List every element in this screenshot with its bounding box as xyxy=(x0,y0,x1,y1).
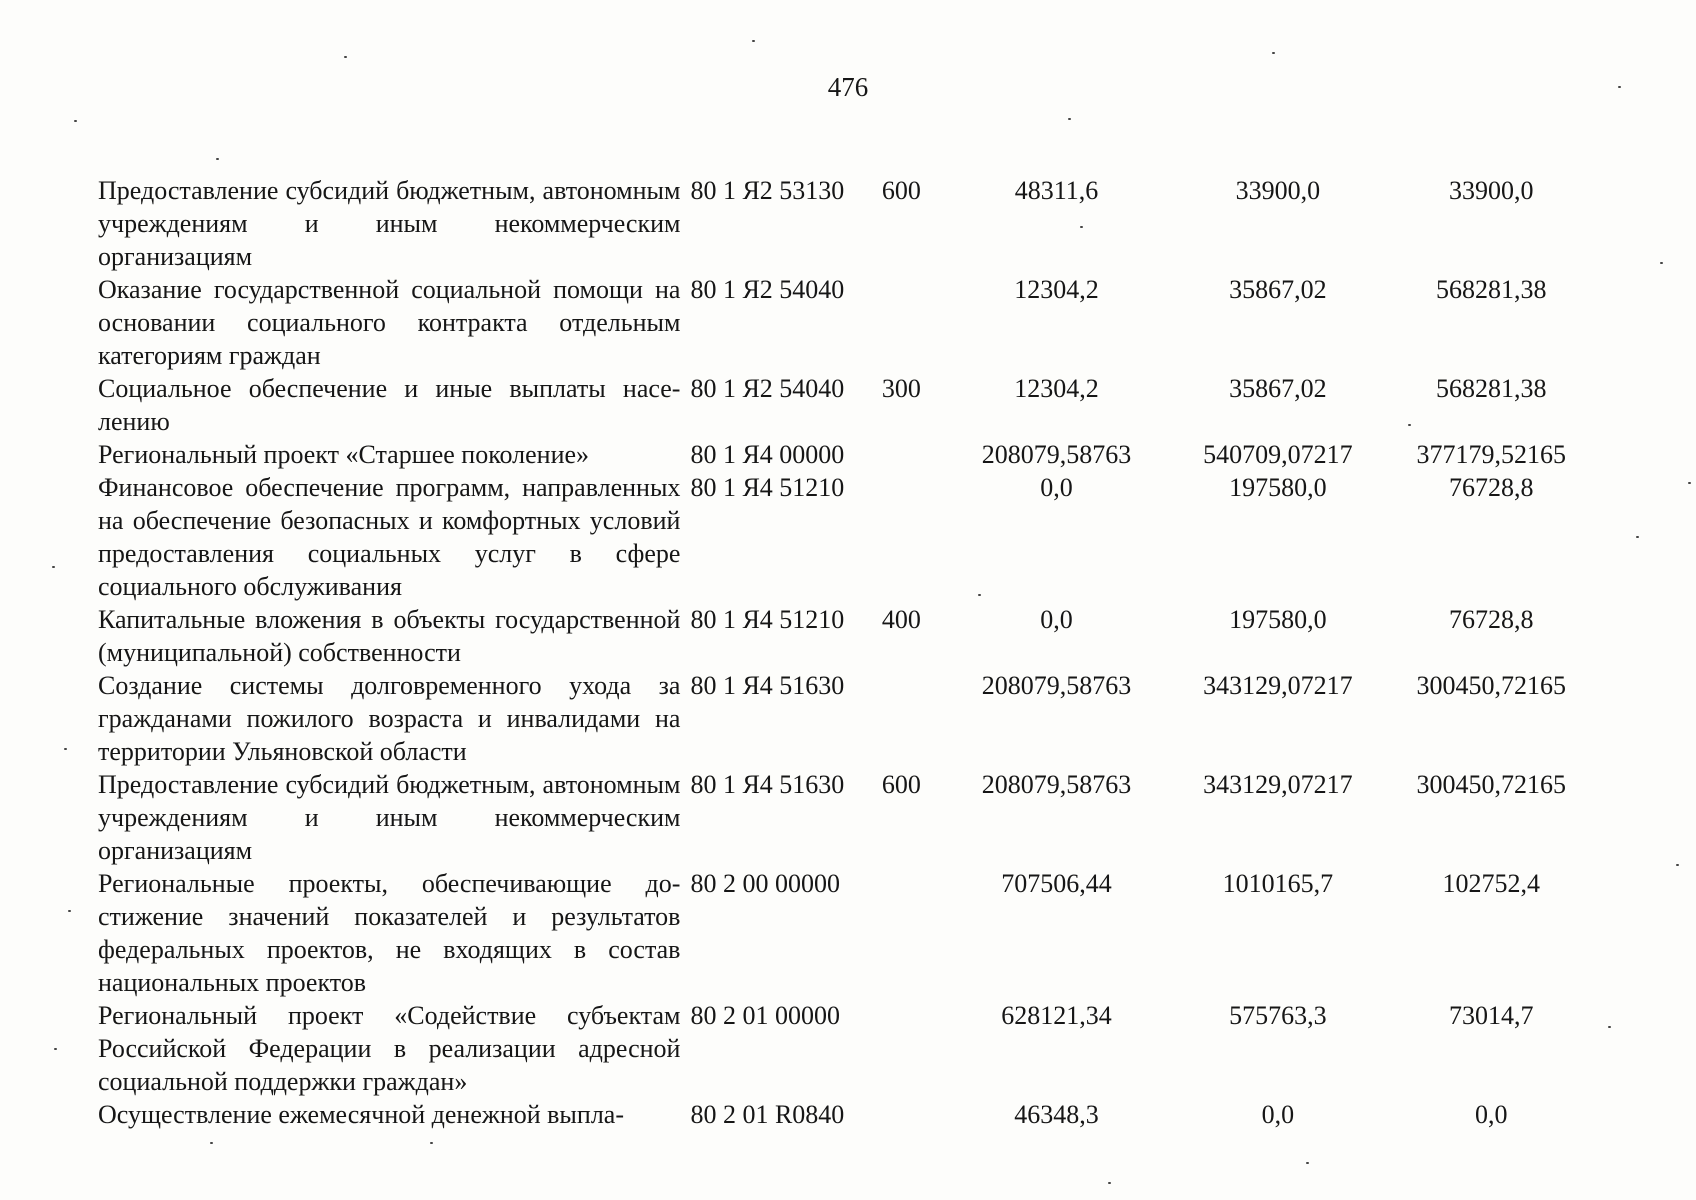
row-value-3: 0,0 xyxy=(1475,1100,1508,1129)
row-value-3: 33900,0 xyxy=(1449,176,1534,205)
row-code: 80 1 Я4 00000 xyxy=(690,440,845,469)
row-value-2: 343129,07217 xyxy=(1203,770,1353,799)
row-value-1: 46348,3 xyxy=(1014,1100,1099,1129)
table-row xyxy=(98,603,1598,669)
scan-speck xyxy=(1408,424,1411,426)
row-name: Осуществление ежемесячной денежной выпла- xyxy=(98,1100,624,1129)
table-row xyxy=(98,999,1598,1098)
row-value-1: 48311,6 xyxy=(1014,176,1099,205)
table-row xyxy=(98,669,1598,768)
row-type: 400 xyxy=(881,605,921,634)
row-code: 80 2 00 00000 xyxy=(690,869,840,898)
table-row xyxy=(98,438,1598,471)
row-value-3: 76728,8 xyxy=(1449,605,1534,634)
row-value-1: 208079,58763 xyxy=(981,770,1132,799)
scan-speck xyxy=(216,158,219,160)
row-value-2: 35867,02 xyxy=(1229,275,1327,304)
row-value-2: 540709,07217 xyxy=(1203,440,1353,469)
row-code: 80 1 Я4 51210 xyxy=(690,473,845,502)
row-code: 80 1 Я2 54040 xyxy=(690,275,845,304)
row-value-2: 0,0 xyxy=(1261,1100,1295,1129)
row-name: Капитальные вложения в объекты государственной (муниципальной) собственности xyxy=(98,605,681,667)
budget-table xyxy=(98,174,1598,1131)
scan-speck xyxy=(1676,864,1679,866)
row-name: Социальное обеспечение и иные выплаты населению xyxy=(98,374,681,436)
row-value-1: 0,0 xyxy=(1040,605,1073,634)
row-name: Оказание государственной социальной помощи на основании социального контракта отдельным категориям граждан xyxy=(98,275,681,370)
row-value-1: 0,0 xyxy=(1040,473,1073,502)
scan-speck xyxy=(1636,536,1639,538)
row-type: 600 xyxy=(881,176,921,205)
row-type: 300 xyxy=(881,374,921,403)
row-value-3: 377179,52165 xyxy=(1416,440,1567,469)
row-value-3: 76728,8 xyxy=(1449,473,1534,502)
row-value-2: 197580,0 xyxy=(1229,605,1327,634)
row-code: 80 2 01 00000 xyxy=(690,1001,840,1030)
scan-speck xyxy=(74,120,77,122)
scan-speck xyxy=(430,1142,433,1144)
row-value-1: 628121,34 xyxy=(1001,1001,1112,1030)
scan-speck xyxy=(1618,86,1621,88)
scan-speck xyxy=(1068,118,1071,120)
row-code: 80 2 01 R0840 xyxy=(690,1100,845,1129)
row-value-1: 707506,44 xyxy=(1001,869,1112,898)
row-name: Региональные проекты, обеспечивающие достижение значений показателей и результатов федеральных проектов, не входящих в состав национальных проектов xyxy=(98,869,681,997)
scan-speck xyxy=(54,1048,57,1050)
row-value-3: 73014,7 xyxy=(1449,1001,1534,1030)
row-name: Предоставление субсидий бюджетным, автономным учреждениям и иным некоммерческим организациям xyxy=(98,770,681,865)
scan-speck xyxy=(1660,262,1663,264)
table-row xyxy=(98,471,1598,603)
row-value-3: 300450,72165 xyxy=(1416,671,1567,700)
table-row xyxy=(98,372,1598,438)
scan-speck xyxy=(1108,1182,1111,1184)
row-code: 80 1 Я4 51630 xyxy=(690,770,845,799)
row-value-3: 102752,4 xyxy=(1442,869,1541,898)
scan-speck xyxy=(978,594,981,596)
row-value-2: 343129,07217 xyxy=(1203,671,1353,700)
table-row xyxy=(98,867,1598,999)
row-value-2: 197580,0 xyxy=(1229,473,1327,502)
row-value-2: 33900,0 xyxy=(1235,176,1321,205)
row-code: 80 1 Я2 54040 xyxy=(690,374,845,403)
row-value-1: 208079,58763 xyxy=(981,671,1132,700)
row-code: 80 1 Я2 53130 xyxy=(690,176,845,205)
scan-speck xyxy=(1306,1162,1309,1164)
scan-speck xyxy=(752,40,755,42)
row-value-3: 568281,38 xyxy=(1436,374,1547,403)
row-name: Предоставление субсидий бюджетным, автономным учреждениям и иным некоммерческим организациям xyxy=(98,176,681,271)
table-row xyxy=(98,768,1598,867)
page-number: 476 xyxy=(827,72,869,102)
row-value-3: 300450,72165 xyxy=(1416,770,1567,799)
scan-speck xyxy=(68,910,71,912)
row-value-2: 1010165,7 xyxy=(1222,869,1334,898)
scan-speck xyxy=(1080,226,1083,228)
row-value-2: 35867,02 xyxy=(1229,374,1327,403)
scan-speck xyxy=(210,1142,213,1144)
row-value-1: 208079,58763 xyxy=(981,440,1132,469)
scan-speck xyxy=(1688,482,1691,484)
row-name: Региональный проект «Старшее поколение» xyxy=(98,440,590,469)
row-name: Региональный проект «Содействие субъектам Российской Федерации в реализации адресной социальной поддержки граждан» xyxy=(98,1001,681,1096)
row-value-1: 12304,2 xyxy=(1014,275,1099,304)
row-code: 80 1 Я4 51210 xyxy=(690,605,845,634)
scan-speck xyxy=(1272,52,1275,54)
scan-speck xyxy=(1608,1026,1611,1028)
table-row xyxy=(98,1098,1598,1131)
row-name: Финансовое обеспечение программ, направленных на обеспечение безопасных и комфортных условий предоставления социальных услуг в сфере социального обслуживания xyxy=(98,473,681,601)
row-value-1: 12304,2 xyxy=(1014,374,1099,403)
scan-speck xyxy=(52,566,55,568)
table-row xyxy=(98,273,1598,372)
row-code: 80 1 Я4 51630 xyxy=(690,671,845,700)
scan-speck xyxy=(344,56,347,58)
scan-speck xyxy=(64,748,67,750)
row-type: 600 xyxy=(881,770,921,799)
row-name: Создание системы долговременного ухода за гражданами пожилого возраста и инвалидами на территории Ульяновской области xyxy=(98,671,681,766)
row-value-3: 568281,38 xyxy=(1436,275,1547,304)
table-row xyxy=(98,174,1598,273)
row-value-2: 575763,3 xyxy=(1229,1001,1327,1030)
